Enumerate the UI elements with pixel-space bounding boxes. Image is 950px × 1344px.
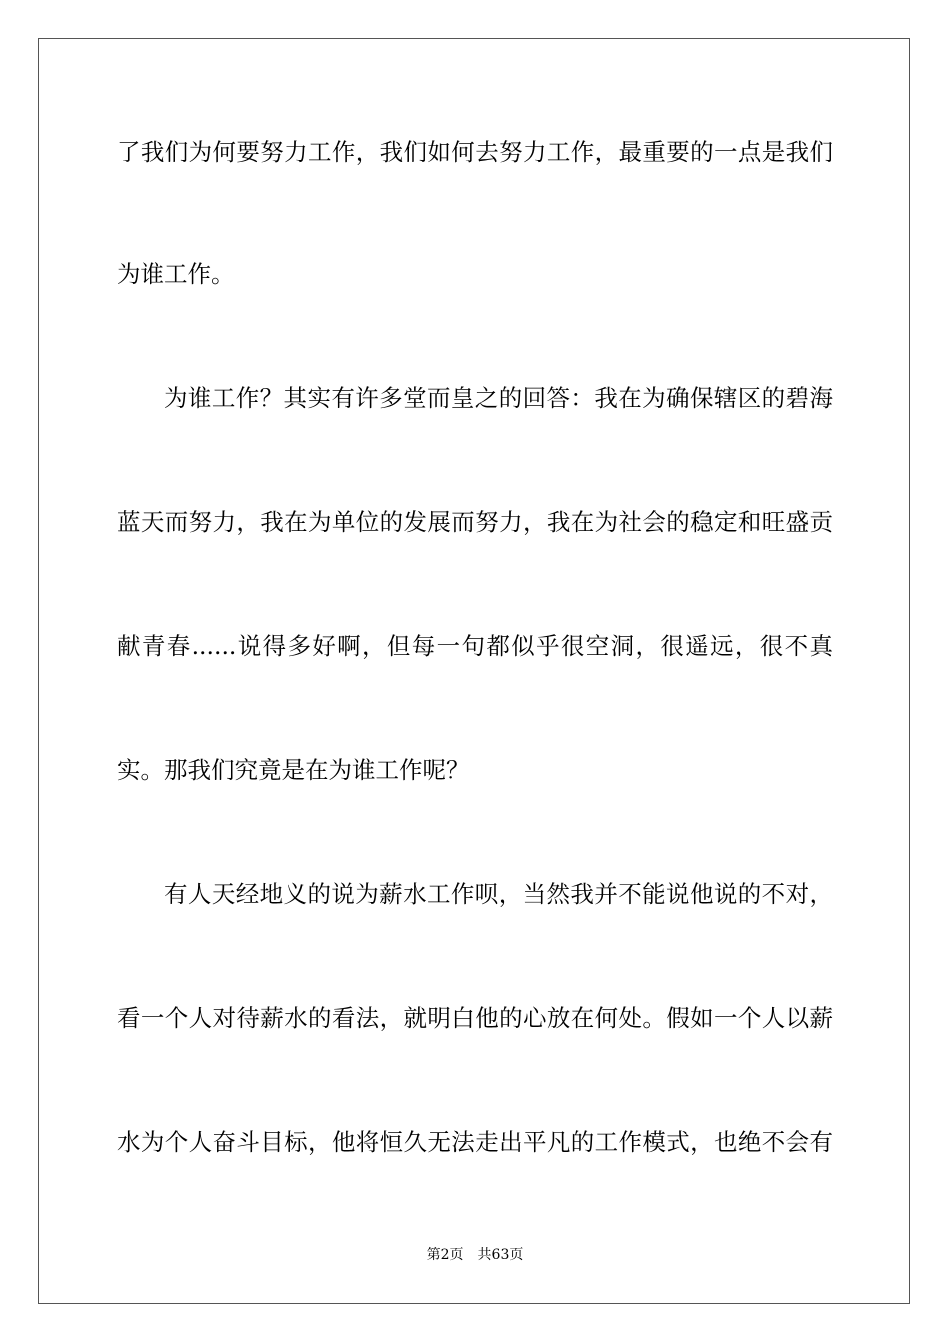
page-number: 第2页 — [426, 1247, 464, 1263]
page-total: 共63页 — [477, 1247, 524, 1263]
page-footer — [0, 1246, 950, 1264]
text-line-6: 实。那我们究竟是在为谁工作呢？ — [117, 756, 470, 784]
text-line-3: 为谁工作？其实有许多堂而皇之的回答：我在为确保辖区的碧海 — [164, 384, 833, 412]
text-line-9: 水为个人奋斗目标，他将恒久无法走出平凡的工作模式，也绝不会有 — [117, 1128, 833, 1156]
text-line-4: 蓝天而努力，我在为单位的发展而努力，我在为社会的稳定和旺盛贡 — [117, 508, 833, 536]
text-line-1: 了我们为何要努力工作，我们如何去努力工作，最重要的一点是我们 — [117, 138, 833, 166]
text-line-2: 为谁工作。 — [117, 260, 235, 288]
text-line-8: 看一个人对待薪水的看法，就明白他的心放在何处。假如一个人以薪 — [117, 1004, 833, 1032]
page-frame — [38, 38, 910, 1304]
text-line-5: 献青春......说得多好啊，但每一句都似乎很空洞，很遥远，很不真 — [117, 632, 833, 660]
text-line-7: 有人天经地义的说为薪水工作呗，当然我并不能说他说的不对， — [164, 880, 833, 908]
